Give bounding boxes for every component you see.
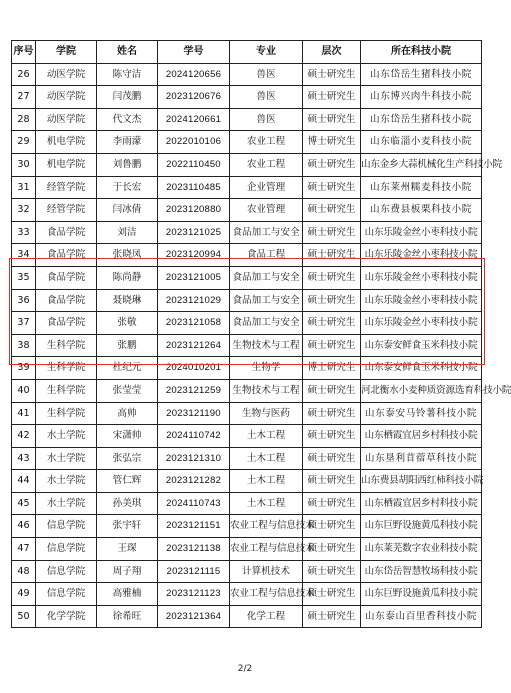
cell-student-id: 2024110743: [158, 492, 230, 515]
cell-level: 硕士研究生: [303, 583, 361, 606]
table-row: [12, 605, 482, 628]
table-row: [12, 86, 482, 109]
cell-name: 周子翔: [97, 560, 158, 583]
table-row: [12, 425, 482, 448]
cell-index: 40: [12, 379, 36, 402]
cell-index: 37: [12, 312, 36, 335]
cell-level: 硕士研究生: [303, 538, 361, 561]
cell-student-id: 2023121029: [158, 289, 230, 312]
cell-name: 张宇轩: [97, 515, 158, 538]
cell-student-id: 2023121025: [158, 221, 230, 244]
cell-station: 山东乐陵金丝小枣科技小院: [361, 244, 482, 267]
cell-college: 机电学院: [36, 153, 97, 176]
cell-college: 经管学院: [36, 176, 97, 199]
cell-level: 硕士研究生: [303, 199, 361, 222]
cell-college: 水土学院: [36, 492, 97, 515]
cell-college: 水土学院: [36, 470, 97, 493]
cell-name: 杜纪元: [97, 357, 158, 380]
cell-level: 硕士研究生: [303, 312, 361, 335]
header-college: 学院: [36, 41, 97, 64]
cell-student-id: 2023121123: [158, 583, 230, 606]
cell-index: 26: [12, 63, 36, 86]
cell-major: 土木工程: [230, 425, 303, 448]
cell-major: 食品加工与安全: [230, 312, 303, 335]
cell-level: 硕士研究生: [303, 289, 361, 312]
header-index: 序号: [12, 41, 36, 64]
cell-level: 硕士研究生: [303, 425, 361, 448]
cell-student-id: 2023120676: [158, 86, 230, 109]
cell-name: 高雅楠: [97, 583, 158, 606]
cell-level: 硕士研究生: [303, 86, 361, 109]
cell-index: 36: [12, 289, 36, 312]
cell-major: 生物学: [230, 357, 303, 380]
cell-index: 27: [12, 86, 36, 109]
header-major: 专业: [230, 41, 303, 64]
cell-name: 代文杰: [97, 108, 158, 131]
cell-college: 机电学院: [36, 131, 97, 154]
page-number: 2/2: [237, 664, 253, 674]
cell-station: 山东巨野设施黄瓜科技小院: [361, 583, 482, 606]
cell-index: 44: [12, 470, 36, 493]
cell-name: 张晓凤: [97, 244, 158, 267]
cell-name: 孙美琪: [97, 492, 158, 515]
table-row: [12, 492, 482, 515]
cell-station: 山东栖霞宜居乡村科技小院: [361, 492, 482, 515]
cell-student-id: 2023121138: [158, 538, 230, 561]
cell-student-id: 2024120661: [158, 108, 230, 131]
cell-index: 50: [12, 605, 36, 628]
cell-level: 硕士研究生: [303, 447, 361, 470]
cell-name: 陈守洁: [97, 63, 158, 86]
cell-station: 山东泰安鲜食玉米科技小院: [361, 357, 482, 380]
table-body: [12, 63, 511, 628]
cell-major: 土木工程: [230, 470, 303, 493]
cell-station: 山东岱岳智慧牧场科技小院: [361, 560, 482, 583]
cell-station: 山东泰山百里香科技小院: [361, 605, 482, 628]
cell-level: 硕士研究生: [303, 266, 361, 289]
cell-student-id: 2023120994: [158, 244, 230, 267]
cell-student-id: 2023121115: [158, 560, 230, 583]
cell-index: 46: [12, 515, 36, 538]
cell-station: 山东费县胡阳西红柿科技小院: [361, 470, 482, 493]
cell-level: 硕士研究生: [303, 221, 361, 244]
cell-index: 39: [12, 357, 36, 380]
cell-major: 兽医: [230, 86, 303, 109]
table-row: [12, 312, 482, 335]
cell-station: 山东泰安马铃薯科技小院: [361, 402, 482, 425]
cell-name: 王琛: [97, 538, 158, 561]
table-row: [12, 131, 482, 154]
table-row: [12, 199, 482, 222]
cell-station: 山东乐陵金丝小枣科技小院: [361, 221, 482, 244]
cell-college: 生科学院: [36, 357, 97, 380]
header-level: 层次: [303, 41, 361, 64]
cell-major: 农业工程: [230, 153, 303, 176]
cell-major: 企业管理: [230, 176, 303, 199]
cell-college: 水土学院: [36, 425, 97, 448]
cell-name: 李雨濛: [97, 131, 158, 154]
cell-name: 聂晓琳: [97, 289, 158, 312]
cell-index: 47: [12, 538, 36, 561]
cell-station: 山东巨野设施黄瓜科技小院: [361, 515, 482, 538]
cell-level: 硕士研究生: [303, 334, 361, 357]
cell-index: 30: [12, 153, 36, 176]
cell-college: 食品学院: [36, 266, 97, 289]
cell-major: 食品加工与安全: [230, 221, 303, 244]
header-student-id: 学号: [158, 41, 230, 64]
table-row: [12, 560, 482, 583]
cell-major: 农业工程: [230, 131, 303, 154]
cell-station: 山东乐陵金丝小枣科技小院: [361, 266, 482, 289]
cell-station: 山东乐陵金丝小枣科技小院: [361, 312, 482, 335]
cell-index: 34: [12, 244, 36, 267]
table-row: [12, 266, 482, 289]
cell-major: 兽医: [230, 63, 303, 86]
table-row: [12, 583, 482, 606]
cell-station: 山东岱岳生猪科技小院: [361, 63, 482, 86]
header-station: 所在科技小院: [361, 41, 482, 64]
cell-college: 经管学院: [36, 199, 97, 222]
cell-index: 48: [12, 560, 36, 583]
cell-level: 硕士研究生: [303, 176, 361, 199]
cell-student-id: 2023121310: [158, 447, 230, 470]
table-row: [12, 153, 482, 176]
cell-student-id: 2023121364: [158, 605, 230, 628]
cell-major: 计算机技术: [230, 560, 303, 583]
table-row: [12, 515, 482, 538]
cell-major: 生物与医药: [230, 402, 303, 425]
cell-student-id: 2024010201: [158, 357, 230, 380]
table-row: [12, 289, 482, 312]
cell-index: 33: [12, 221, 36, 244]
cell-major: 农业工程与信息技术: [230, 515, 303, 538]
cell-station: 山东金乡大蒜机械化生产科技小院: [361, 153, 482, 176]
cell-major: 化学工程: [230, 605, 303, 628]
cell-station: 山东博兴肉牛科技小院: [361, 86, 482, 109]
cell-major: 农业工程与信息技术: [230, 583, 303, 606]
cell-station: 山东乐陵金丝小枣科技小院: [361, 289, 482, 312]
cell-name: 管仁辉: [97, 470, 158, 493]
cell-college: 动医学院: [36, 86, 97, 109]
cell-student-id: 2024110742: [158, 425, 230, 448]
table-row: [12, 63, 482, 86]
cell-index: 28: [12, 108, 36, 131]
cell-student-id: 2022010106: [158, 131, 230, 154]
cell-index: 45: [12, 492, 36, 515]
cell-level: 硕士研究生: [303, 108, 361, 131]
table-row: [12, 538, 482, 561]
table-row: [12, 357, 482, 380]
cell-student-id: 2023121264: [158, 334, 230, 357]
cell-level: 博士研究生: [303, 131, 361, 154]
cell-major: 土木工程: [230, 447, 303, 470]
cell-college: 食品学院: [36, 244, 97, 267]
table-row: [12, 244, 482, 267]
cell-major: 兽医: [230, 108, 303, 131]
cell-college: 信息学院: [36, 515, 97, 538]
cell-name: 张莹莹: [97, 379, 158, 402]
table-row: [12, 221, 482, 244]
cell-major: 食品加工与安全: [230, 266, 303, 289]
cell-college: 信息学院: [36, 583, 97, 606]
cell-name: 张鹏: [97, 334, 158, 357]
cell-college: 水土学院: [36, 447, 97, 470]
cell-college: 生科学院: [36, 334, 97, 357]
table-row: [12, 402, 482, 425]
cell-station: 山东莱州糯麦科技小院: [361, 176, 482, 199]
cell-student-id: 2023121058: [158, 312, 230, 335]
table-row: [12, 470, 482, 493]
cell-level: 硕士研究生: [303, 470, 361, 493]
cell-college: 化学学院: [36, 605, 97, 628]
cell-college: 动医学院: [36, 108, 97, 131]
cell-major: 食品加工与安全: [230, 289, 303, 312]
cell-level: 硕士研究生: [303, 492, 361, 515]
cell-college: 生科学院: [36, 402, 97, 425]
cell-name: 于长宏: [97, 176, 158, 199]
cell-index: 41: [12, 402, 36, 425]
cell-college: 信息学院: [36, 538, 97, 561]
cell-college: 动医学院: [36, 63, 97, 86]
cell-student-id: 2023121190: [158, 402, 230, 425]
cell-level: 硕士研究生: [303, 605, 361, 628]
cell-student-id: 2023110485: [158, 176, 230, 199]
cell-level: 硕士研究生: [303, 153, 361, 176]
table-row: [12, 447, 482, 470]
cell-level: 硕士研究生: [303, 402, 361, 425]
table-row: [12, 176, 482, 199]
cell-index: 42: [12, 425, 36, 448]
cell-student-id: 2023121005: [158, 266, 230, 289]
cell-name: 高帅: [97, 402, 158, 425]
cell-student-id: 2023121151: [158, 515, 230, 538]
cell-station: 山东泰安鲜食玉米科技小院: [361, 334, 482, 357]
cell-name: 张敬: [97, 312, 158, 335]
table-row: [12, 334, 482, 357]
cell-college: 食品学院: [36, 312, 97, 335]
cell-name: 宋潇帅: [97, 425, 158, 448]
cell-level: 硕士研究生: [303, 63, 361, 86]
cell-student-id: 2023121259: [158, 379, 230, 402]
table-row: [12, 108, 482, 131]
cell-major: 土木工程: [230, 492, 303, 515]
cell-index: 43: [12, 447, 36, 470]
cell-college: 食品学院: [36, 221, 97, 244]
cell-major: 生物技术与工程: [230, 334, 303, 357]
cell-index: 35: [12, 266, 36, 289]
cell-student-id: 2023121282: [158, 470, 230, 493]
cell-station: 山东栖霞宜居乡村科技小院: [361, 425, 482, 448]
student-table: [11, 40, 511, 628]
cell-station: 河北衡水小麦种质资源选育科技小院: [361, 379, 482, 402]
cell-major: 农业管理: [230, 199, 303, 222]
cell-major: 生物技术与工程: [230, 379, 303, 402]
cell-index: 29: [12, 131, 36, 154]
cell-level: 硕士研究生: [303, 560, 361, 583]
cell-level: 博士研究生: [303, 357, 361, 380]
cell-index: 31: [12, 176, 36, 199]
cell-student-id: 2022110450: [158, 153, 230, 176]
cell-name: 张弘宗: [97, 447, 158, 470]
cell-station: 山东垦利苜蓿草科技小院: [361, 447, 482, 470]
cell-college: 信息学院: [36, 560, 97, 583]
cell-student-id: 2023120880: [158, 199, 230, 222]
cell-station: 山东费县板栗科技小院: [361, 199, 482, 222]
cell-level: 硕士研究生: [303, 244, 361, 267]
cell-name: 徐希旺: [97, 605, 158, 628]
cell-index: 32: [12, 199, 36, 222]
cell-name: 闫冰倩: [97, 199, 158, 222]
cell-name: 刘洁: [97, 221, 158, 244]
cell-station: 山东临淄小麦科技小院: [361, 131, 482, 154]
cell-index: 49: [12, 583, 36, 606]
cell-major: 食品工程: [230, 244, 303, 267]
cell-college: 生科学院: [36, 379, 97, 402]
cell-college: 食品学院: [36, 289, 97, 312]
cell-level: 硕士研究生: [303, 515, 361, 538]
table-row: [12, 379, 482, 402]
cell-name: 陈尚静: [97, 266, 158, 289]
cell-student-id: 2024120656: [158, 63, 230, 86]
cell-name: 闫茂鹏: [97, 86, 158, 109]
cell-major: 农业工程与信息技术: [230, 538, 303, 561]
cell-index: 38: [12, 334, 36, 357]
header-name: 姓名: [97, 41, 158, 64]
cell-name: 刘鲁鹏: [97, 153, 158, 176]
table-header-row: [12, 41, 482, 64]
cell-station: 山东岱岳生猪科技小院: [361, 108, 482, 131]
cell-level: 硕士研究生: [303, 379, 361, 402]
cell-station: 山东莱芜数字农业科技小院: [361, 538, 482, 561]
